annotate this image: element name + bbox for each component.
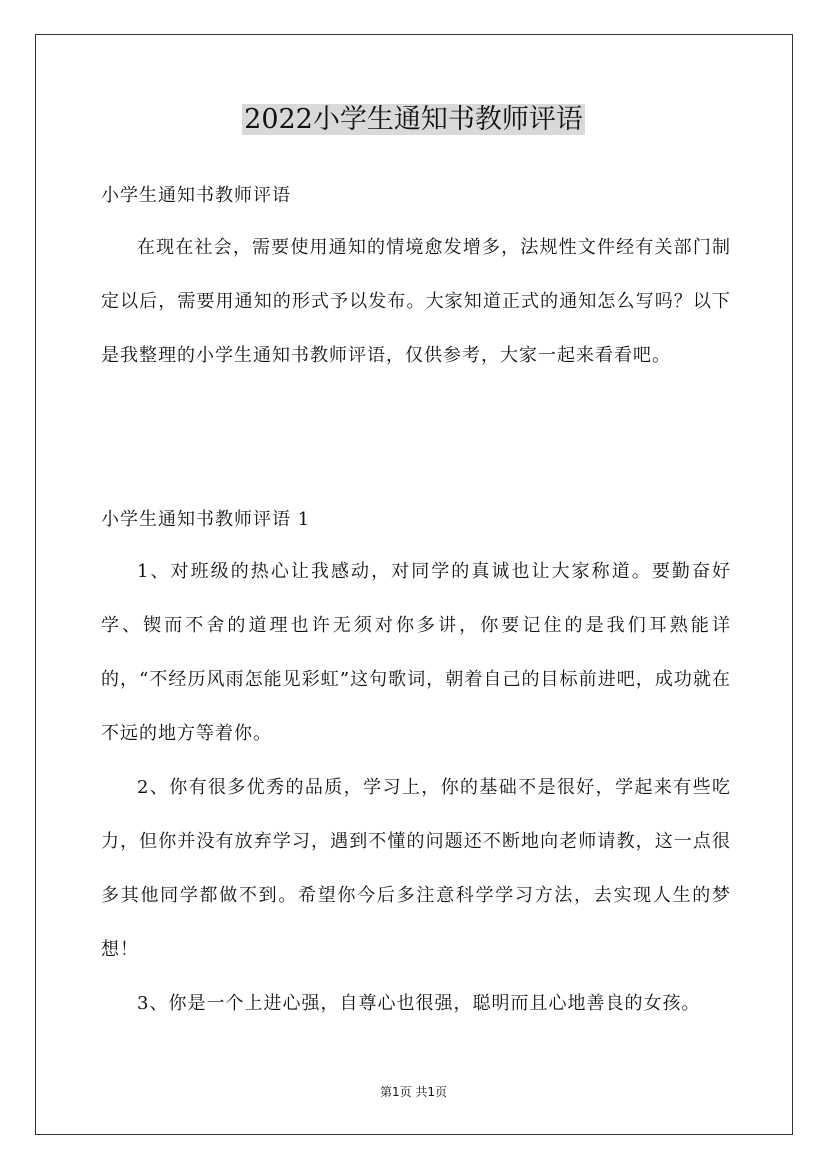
- comment-item-3: 3、你是一个上进心强，自尊心也很强，聪明而且心地善良的女孩。: [137, 993, 701, 1014]
- intro-paragraph: 在现在社会，需要使用通知的情境愈发增多，法规性文件经有关部门制定以后，需要用通知的形式予以发布。大家知道正式的通知怎么写吗？以下是我整理的小学生通知书教师评语，仅供参考，大家一起来看看吧。: [101, 237, 731, 366]
- document-title: [0, 100, 827, 140]
- document-subtitle: 小学生通知书教师评语: [101, 185, 291, 206]
- section-heading: 小学生通知书教师评语 1: [101, 509, 311, 530]
- comment-item-1: 1、对班级的热心让我感动，对同学的真诚也让大家称道。要勤奋好学、锲而不舍的道理也许无须对你多讲，你要记住的是我们耳熟能详的，“不经历风雨怎能见彩虹”这句歌词，朝着自己的目标前进吧，成功就在不远的地方等着你。: [101, 561, 731, 744]
- document-title-text: 2022小学生通知书教师评语: [244, 104, 583, 135]
- page-footer: 第1页 共1页: [379, 1085, 448, 1099]
- comment-item-2: 2、你有很多优秀的品质，学习上，你的基础不是很好，学起来有些吃力，但你并没有放弃学习，遇到不懂的问题还不断地向老师请教，这一点很多其他同学都做不到。希望你今后多注意科学学习方法，去实现人生的梦想！: [101, 777, 731, 960]
